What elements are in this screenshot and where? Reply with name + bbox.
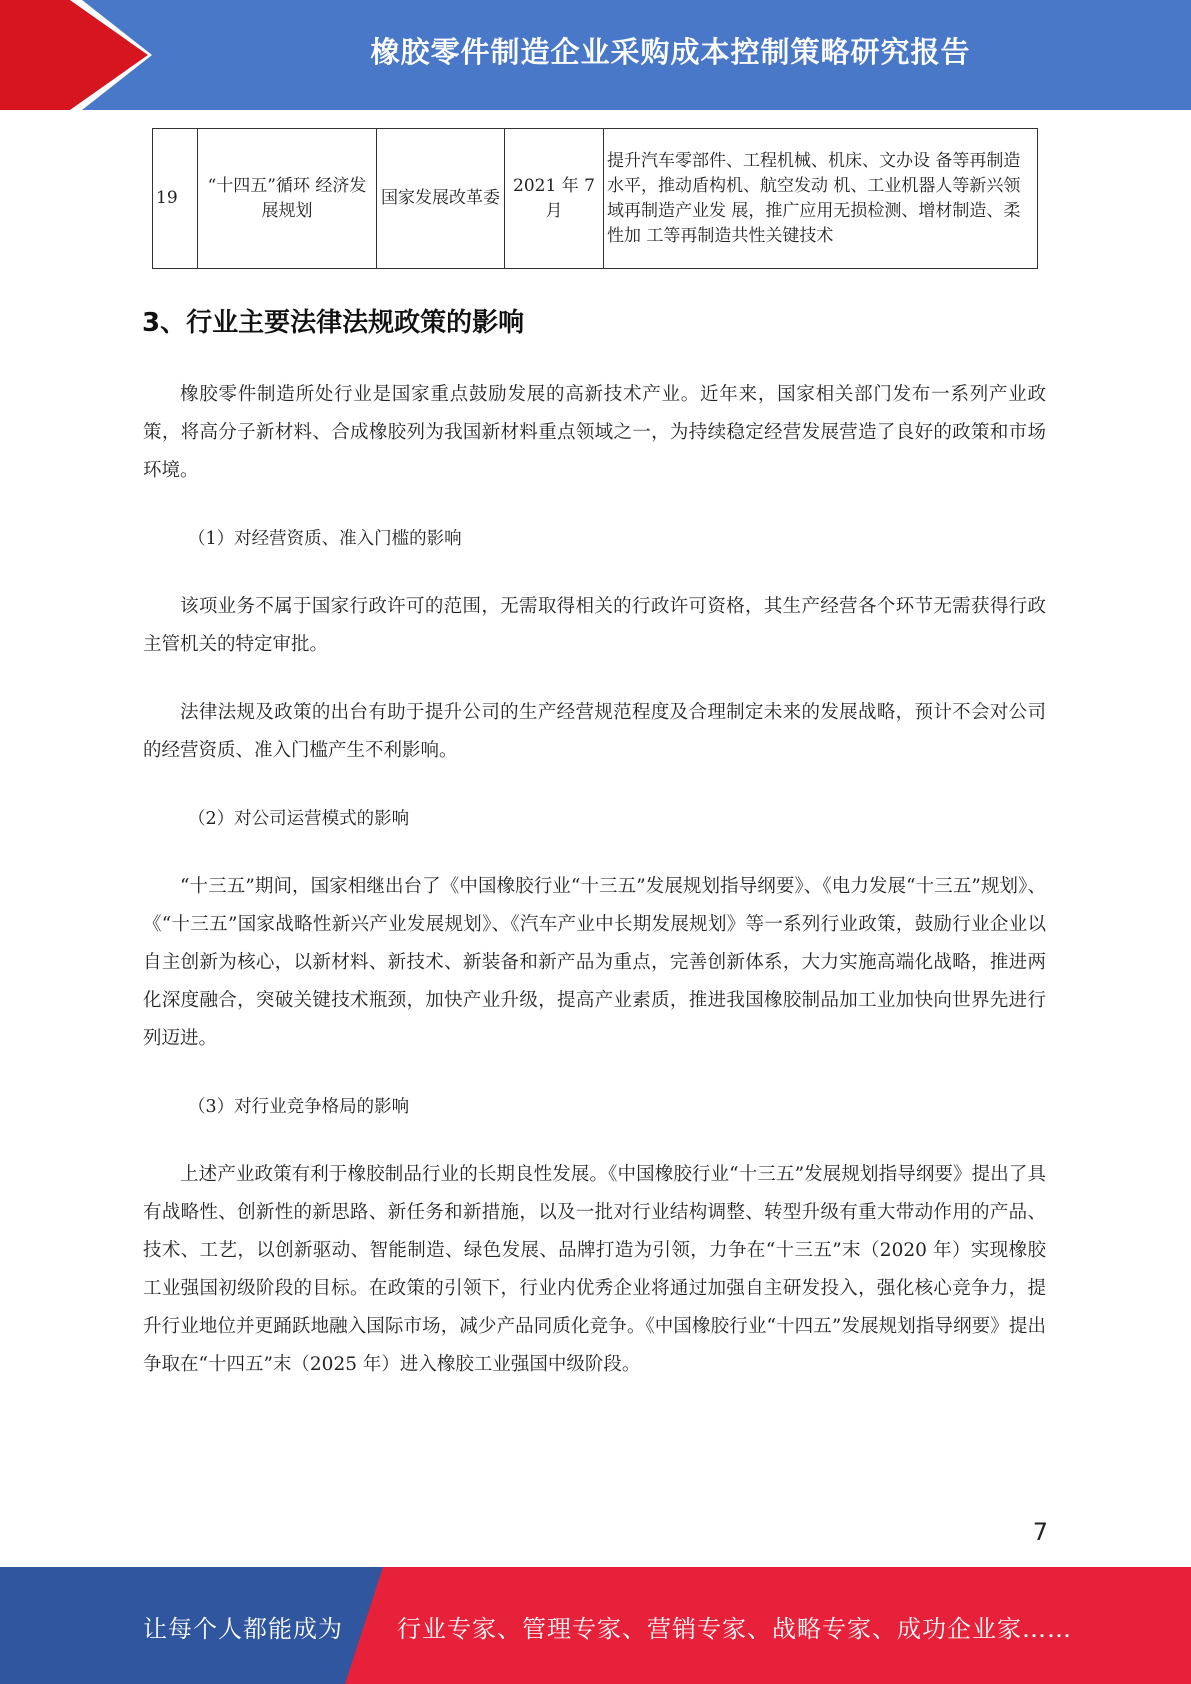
- report-title: 橡胶零件制造企业采购成本控制策略研究报告: [370, 35, 971, 69]
- body-content: [143, 376, 1046, 1384]
- intro-paragraph: 橡胶零件制造所处行业是国家重点鼓励发展的高新技术产业。近年来，国家相关部门发布一系列产业政策，将高分子新材料、合成橡胶列为我国新材料重点领域之一，为持续稳定经营发展营造了良好的政策和市场环境。: [143, 384, 1046, 481]
- policy-name: “十四五”循环 经济发展规划: [198, 129, 377, 269]
- paragraph-policy-effect: 法律法规及政策的出台有助于提升公司的生产经营规范程度及合理制定未来的发展战略，预计不会对公司的经营资质、准入门槛产生不利影响。: [143, 702, 1046, 761]
- paragraph-competition: 上述产业政策有利于橡胶制品行业的长期良性发展。《中国橡胶行业“十三五”发展规划指导纲要》提出了具有战略性、创新性的新思路、新任务和新措施，以及一批对行业结构调整、转型升级有重大带动作用的产品、技术、工艺，以创新驱动、智能制造、绿色发展、品牌打造为引领，力争在“十三五”末（2020 年）实现橡胶工业强国初级阶段的目标。在政策的引领下，行业内优秀企业将通过加强自主研发投入，强化核心竞争力，提升行业地位并更踊跃地融入国际市场，减少产品同质化竞争。《中国橡胶行业“十四五”发展规划指导纲要》提出争取在“十四五”末（2025 年）进入橡胶工业强国中级阶段。: [143, 1164, 1046, 1375]
- issue-date: 2021 年 7月: [505, 129, 604, 269]
- policy-description: 提升汽车零部件、工程机械、机床、文办设 备等再制造水平，推动盾构机、航空发动 机、工业机器人等新兴领域再制造产业发 展，推广应用无损检测、增材制造、柔性加 工等再制造共性关键技术: [604, 129, 1038, 269]
- table-row: [153, 129, 1038, 269]
- subheading-qualification: （1）对经营资质、准入门槛的影响: [188, 529, 462, 549]
- subheading-competition: （3）对行业竞争格局的影响: [188, 1097, 410, 1117]
- subheading-operation-mode: （2）对公司运营模式的影响: [188, 809, 410, 829]
- issuing-agency: 国家发展改革委: [377, 129, 505, 269]
- footer-slogan-left: 让每个人都能成为: [143, 1615, 343, 1643]
- section-heading: 3、行业主要法律法规政策的影响: [142, 308, 525, 338]
- row-number: 19: [153, 129, 198, 269]
- page-number: 7: [1032, 1518, 1048, 1546]
- paragraph-license: 该项业务不属于国家行政许可的范围，无需取得相关的行政许可资格，其生产经营各个环节无需获得行政主管机关的特定审批。: [143, 596, 1046, 655]
- policy-table: [152, 128, 1038, 269]
- page-footer: [0, 1567, 1191, 1684]
- page-header: [0, 0, 1191, 110]
- footer-slogan-right: 行业专家、管理专家、营销专家、战略专家、成功企业家……: [397, 1615, 1072, 1643]
- paragraph-13th-five-year: “十三五”期间，国家相继出台了《中国橡胶行业“十三五”发展规划指导纲要》、《电力发展“十三五”规划》、《“十三五”国家战略性新兴产业发展规划》、《汽车产业中长期发展规划》等一系列行业政策，鼓励行业企业以自主创新为核心，以新材料、新技术、新装备和新产品为重点，完善创新体系，大力实施高端化战略，推进两化深度融合，突破关键技术瓶颈，加快产业升级，提高产业素质，推进我国橡胶制品加工业加快向世界先进行列迈进。: [143, 876, 1046, 1049]
